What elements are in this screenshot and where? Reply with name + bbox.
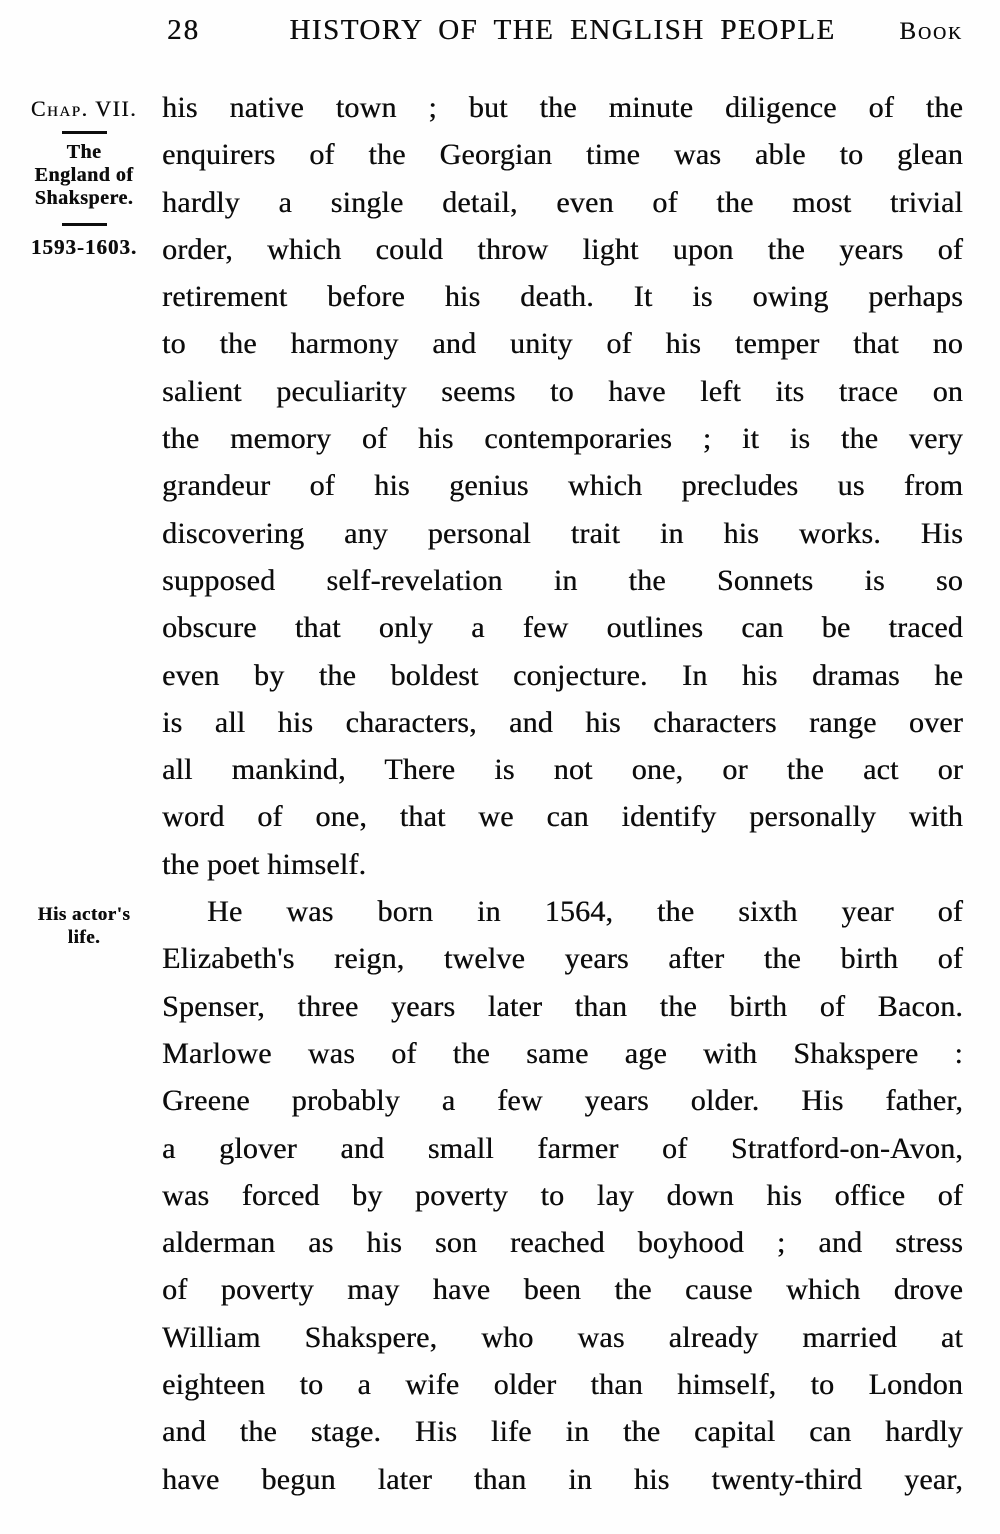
text-line: grandeur of his genius which precludes us from [162, 469, 963, 503]
text-line: alderman as his son reached boyhood ; and stress [162, 1226, 963, 1260]
text-line: have begun later than in his twenty-third year, [162, 1462, 963, 1496]
text-line: word of one, that we can identify personally with [162, 800, 963, 834]
margin-note-line: life. [67, 927, 101, 948]
margin-chapter-heading: Chap. VII. [30, 96, 138, 121]
text-line: supposed self-revelation in the Sonnets is so [162, 563, 963, 597]
text-line: Elizabeth's reign, twelve years after the birth of [162, 942, 963, 976]
text-line: Spenser, three years later than the birth of Bacon. [162, 989, 963, 1023]
margin-divider-bottom [62, 223, 107, 226]
margin-divider-top [62, 131, 107, 134]
text-line: a glover and small farmer of Stratford-on-Avon, [162, 1131, 963, 1165]
running-title: HISTORY OF THE ENGLISH PEOPLE [289, 14, 836, 46]
margin-section-title-line: England of [34, 164, 134, 186]
text-line: William Shakspere, who was already married at [162, 1320, 963, 1354]
margin-section-title [2, 141, 166, 210]
text-line: Marlowe was of the same age with Shakspere : [162, 1036, 963, 1070]
page-header [0, 14, 1000, 54]
text-line: He was born in 1564, the sixth year of [207, 895, 963, 929]
paragraph-retirement [162, 84, 963, 888]
margin-section-title-line: Shakspere. [34, 187, 134, 209]
margin-note-line: His actor's [37, 904, 131, 925]
text-line: even by the boldest conjecture. In his dramas he [162, 658, 963, 692]
text-line: to the harmony and unity of his temper that no [162, 327, 963, 361]
text-line: was forced by poverty to lay down his office of [162, 1178, 963, 1212]
text-line: eighteen to a wife older than himself, to London [162, 1368, 963, 1402]
text-line: hardly a single detail, even of the most trivial [162, 185, 963, 219]
text-line: all mankind, There is not one, or the act or [162, 753, 963, 787]
text-line: the memory of his contemporaries ; it is the very [162, 422, 963, 456]
margin-section-title-line: The [66, 141, 102, 163]
page-number: 28 [167, 14, 200, 46]
text-line: salient peculiarity seems to have left its trace on [162, 374, 963, 408]
text-line: of poverty may have been the cause which drove [162, 1273, 963, 1307]
text-line: obscure that only a few outlines can be traced [162, 611, 963, 645]
text-line: and the stage. His life in the capital can hardly [162, 1415, 963, 1449]
text-line: Greene probably a few years older. His father, [162, 1084, 963, 1118]
text-line: retirement before his death. It is owing perhaps [162, 280, 963, 314]
margin-note-actors-life [8, 903, 160, 949]
text-line: enquirers of the Georgian time was able to glean [162, 138, 963, 172]
text-line: the poet himself. [162, 847, 367, 881]
text-line: his native town ; but the minute diligence of the [162, 91, 963, 124]
body-text-column [162, 84, 963, 1503]
book-signature-label: Book [899, 18, 963, 45]
text-line: discovering any personal trait in his works. His [162, 516, 963, 550]
text-line: is all his characters, and his characters range over [162, 705, 963, 739]
paragraph-birth [162, 888, 963, 1503]
text-line: order, which could throw light upon the years of [162, 232, 963, 266]
margin-date-range: 1593-1603. [30, 235, 138, 259]
